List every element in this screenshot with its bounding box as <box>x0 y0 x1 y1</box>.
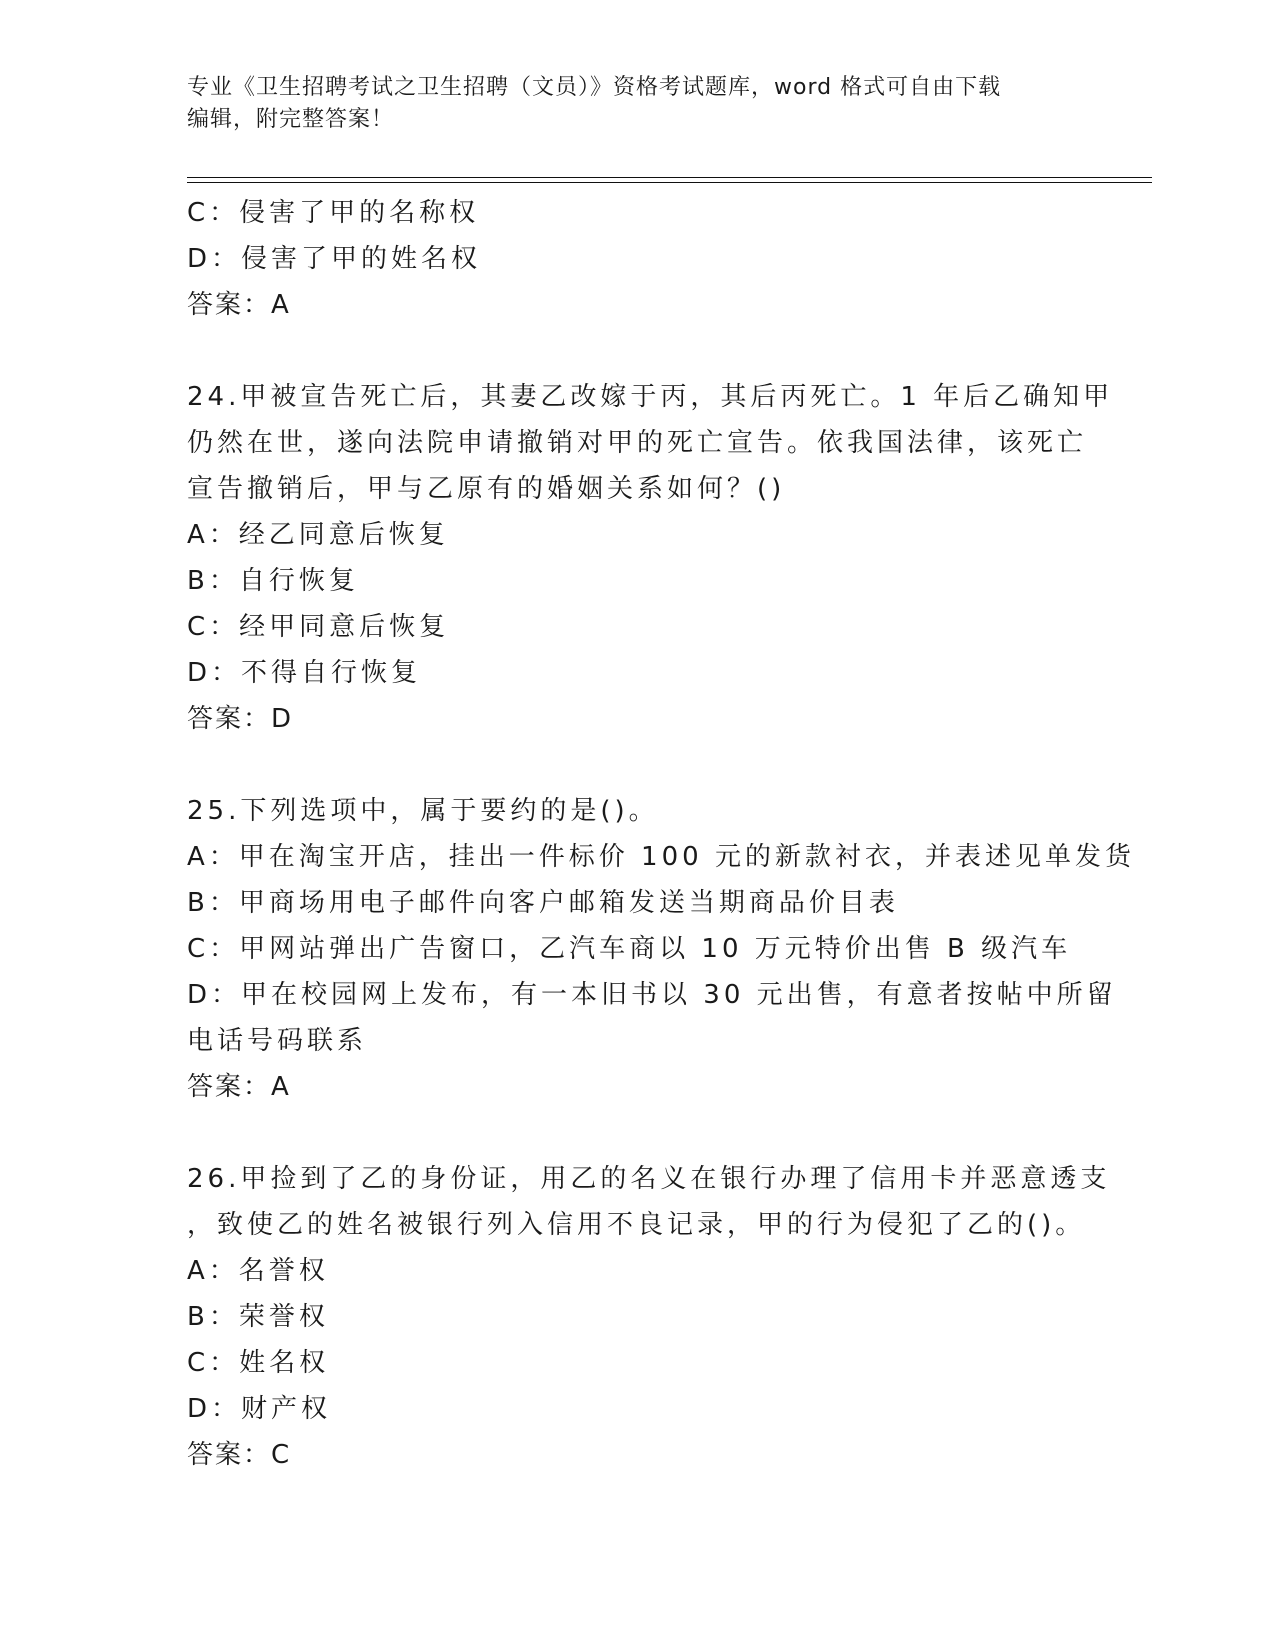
spacer <box>187 328 1087 374</box>
question-body <box>187 190 1135 1478</box>
answer: 答案：A <box>187 290 291 320</box>
option-d-continuation: 电话号码联系 <box>187 1026 368 1056</box>
option-b: B：自行恢复 <box>187 566 359 596</box>
option-a: A：甲在淘宝开店，挂出一件标价 100 元的新款衬衣，并表述见单发货 <box>187 842 1135 872</box>
option-d: D：财产权 <box>187 1394 332 1424</box>
page-header <box>187 72 1087 136</box>
question-text-line: ，致使乙的姓名被银行列入信用不良记录，甲的行为侵犯了乙的()。 <box>187 1210 1086 1240</box>
spacer <box>187 742 1087 788</box>
question-26 <box>187 1156 1111 1478</box>
question-text-line: 25.下列选项中，属于要约的是()。 <box>187 796 659 826</box>
answer: 答案：D <box>187 704 294 734</box>
question-text-line: 宣告撤销后，甲与乙原有的婚姻关系如何？() <box>187 474 786 504</box>
question-24 <box>187 374 1114 742</box>
option-b: B：荣誉权 <box>187 1302 329 1332</box>
option-a: A：名誉权 <box>187 1256 329 1286</box>
option-b: B：甲商场用电子邮件向客户邮箱发送当期商品价目表 <box>187 888 899 918</box>
answer: 答案：A <box>187 1072 291 1102</box>
option-c: C：经甲同意后恢复 <box>187 612 450 642</box>
header-line-2: 编辑，附完整答案！ <box>187 107 395 132</box>
option-c: C：侵害了甲的名称权 <box>187 198 480 228</box>
header-divider-top <box>187 177 1152 178</box>
option-d: D：甲在校园网上发布，有一本旧书以 30 元出售，有意者按帖中所留 <box>187 980 1117 1010</box>
question-text-line: 26.甲捡到了乙的身份证，用乙的名义在银行办理了信用卡并恶意透支 <box>187 1164 1111 1194</box>
spacer <box>187 1110 1087 1156</box>
option-c: C：姓名权 <box>187 1348 330 1378</box>
answer: 答案：C <box>187 1440 292 1470</box>
header-line-1: 专业《卫生招聘考试之卫生招聘（文员）》资格考试题库，word 格式可自由下载 <box>187 75 1002 100</box>
header-divider-bottom <box>187 182 1152 183</box>
question-text-line: 仍然在世，遂向法院申请撤销对甲的死亡宣告。依我国法律，该死亡 <box>187 428 1088 458</box>
option-d: D：不得自行恢复 <box>187 658 422 688</box>
question-text-line: 24.甲被宣告死亡后，其妻乙改嫁于丙，其后丙死亡。1 年后乙确知甲 <box>187 382 1114 412</box>
option-d: D：侵害了甲的姓名权 <box>187 244 482 274</box>
question-25 <box>187 788 1135 1110</box>
option-c: C：甲网站弹出广告窗口，乙汽车商以 10 万元特价出售 B 级汽车 <box>187 934 1072 964</box>
question-23-tail <box>187 190 1087 328</box>
option-a: A：经乙同意后恢复 <box>187 520 449 550</box>
